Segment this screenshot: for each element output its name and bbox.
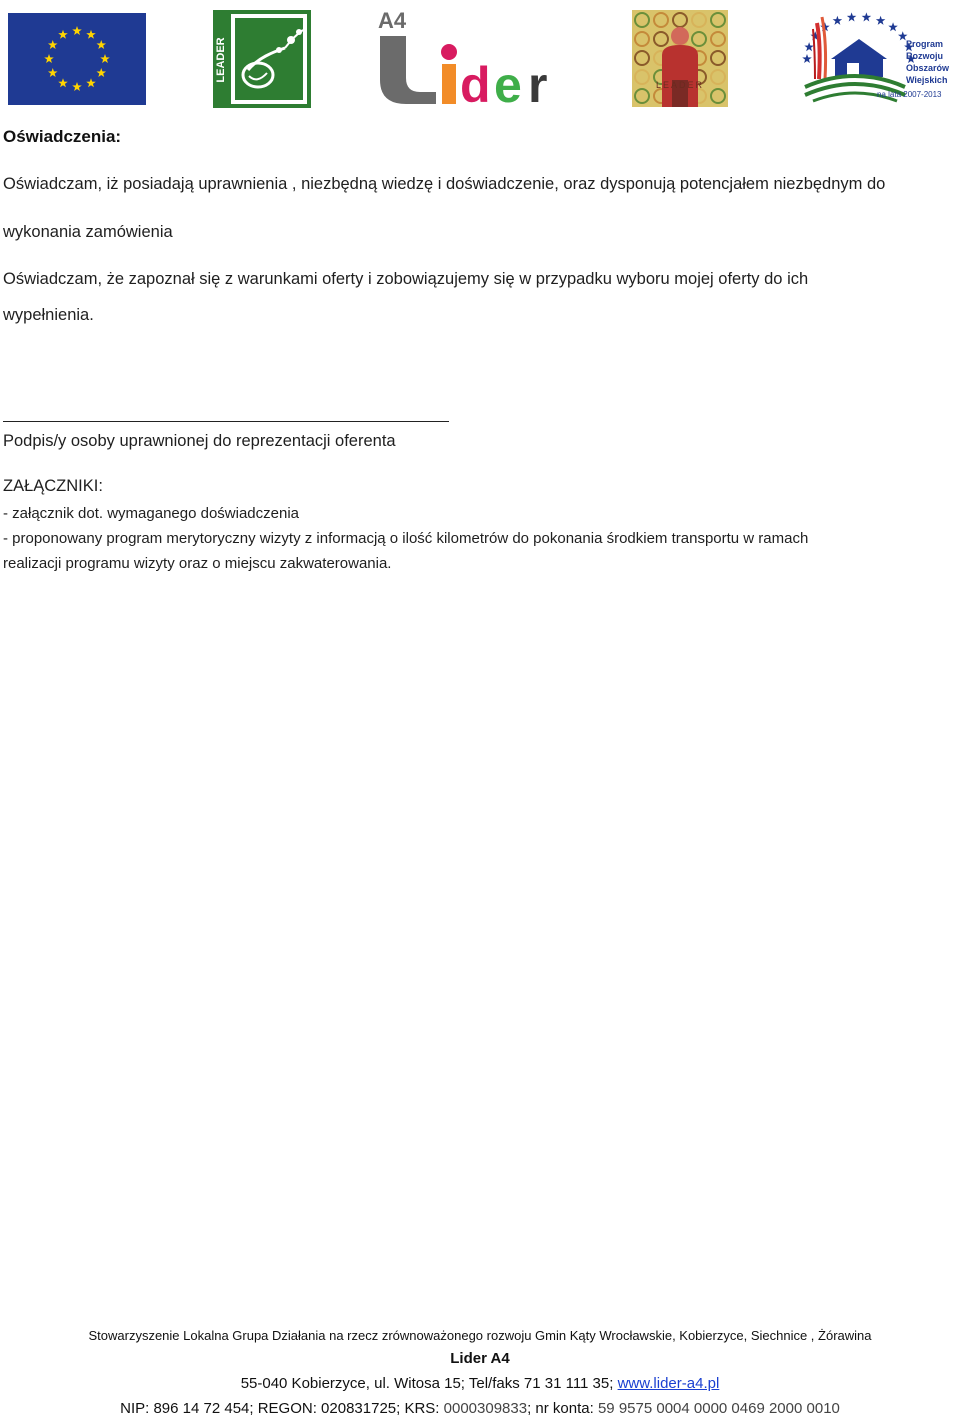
svg-text:e: e [494,57,522,106]
eu-flag-logo [8,13,146,105]
lider-a4-prefix: A4 [378,8,407,33]
lider-a4-logo [376,8,568,106]
attachment-item-1: - załącznik dot. wymaganego doświadczenia [3,505,299,522]
svg-text:d: d [460,57,491,106]
prow-star-icon [888,22,898,31]
footer-account-label: ; nr konta: [527,1400,598,1417]
footer-account-number: 59 9575 0004 0000 0469 2000 0010 [597,1400,840,1417]
statement-2-line-2: wypełnienia. [3,306,94,324]
footer-address-line [0,1375,960,1392]
footer-address: 55-040 Kobierzyce, ul. Witosa 15; Tel/faks 71 31 111 35; [240,1375,618,1392]
statement-1-line-2: wykonania zamówienia [3,223,173,241]
attachment-item-2-line-2: realizacji programu wizyty oraz o miejscu zakwaterowania. [3,555,392,572]
prow-star-icon [876,16,886,25]
svg-text:r: r [528,57,548,106]
footer-registration-line [0,1400,960,1417]
footer-organization-description: Stowarzyszenie Lokalna Grupa Działania na rzecz zrównoważonego rozwoju Gmin Kąty Wrocławskie, Kobierzyce, Siechnice , Żórawina [88,1328,872,1343]
signature-label: Podpis/y osoby uprawnionej do reprezentacji oferenta [3,432,396,450]
leader-grid-logo [632,10,728,107]
leader-logo [213,10,311,108]
prow-star-icon [804,42,814,51]
prow-text-1: Program [906,39,944,49]
prow-star-icon [862,12,872,21]
attachments-heading: ZAŁĄCZNIKI: [3,477,103,495]
prow-text-5: na lata 2007-2013 [877,90,942,99]
statement-2-line-1: Oświadczam, że zapoznał się z warunkami oferty i zobowiązujemy się w przypadku wyboru mojej oferty do ich [3,270,809,288]
statement-1-line-1: Oświadczam, iż posiadają uprawnienia , niezbędną wiedzę i doświadczenie, oraz dysponują potencjałem niezbędnym do [3,175,886,193]
signature-line [3,421,449,422]
footer-organization-name: Lider A4 [450,1350,510,1367]
footer-website-link[interactable]: www.lider-a4.pl [617,1375,720,1392]
prow-logo [785,5,955,107]
footer-nip-regon: NIP: 896 14 72 454; REGON: 020831725; KRS: [120,1400,444,1417]
leader-logo-text: LEADER [215,37,227,83]
attachment-item-2-line-1: - proponowany program merytoryczny wizyty z informacją o ilość kilometrów do pokonania środkiem transportu w ramach [3,530,809,547]
prow-text-4: Wiejskich [906,75,948,85]
prow-star-icon [833,16,843,25]
footer-krs: 0000309833 [443,1400,528,1417]
prow-text-2: Rozwoju [906,51,943,61]
prow-text-3: Obszarów [906,63,950,73]
statements-heading: Oświadczenia: [3,127,122,146]
prow-star-icon [847,12,857,21]
leader-grid-text: LEADER [655,80,705,90]
prow-star-icon [802,54,812,63]
